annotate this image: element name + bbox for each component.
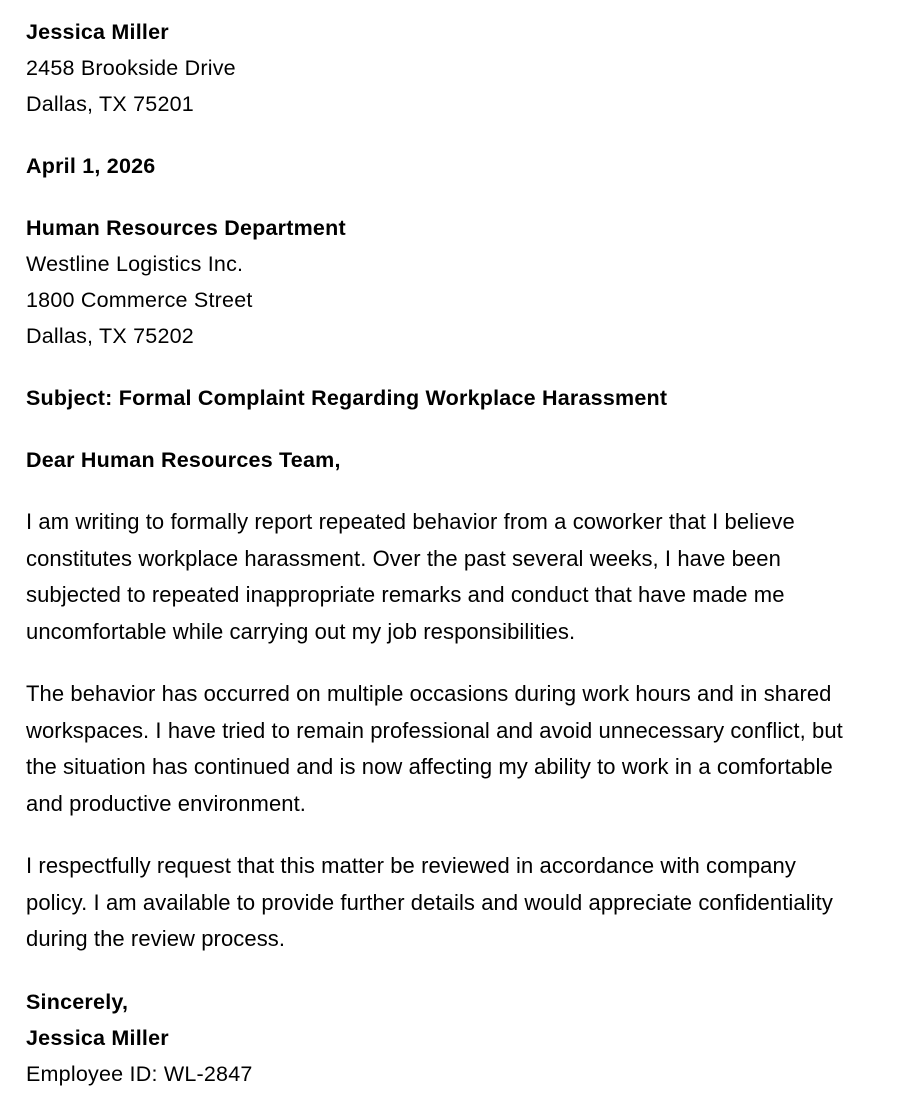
body-paragraph: I am writing to formally report repeated behavior from a coworker that I believe constitutes workplace harassment. Over the past several weeks, I have been subjected to repeated inappropriate remarks and conduct that have made me uncomfortable while carrying out my job responsibilities. xyxy=(26,509,795,644)
sender-city-state-zip: Dallas, TX 75201 xyxy=(26,92,194,116)
recipient-address-block xyxy=(26,210,858,354)
subject-line: Subject: Formal Complaint Regarding Workplace Harassment xyxy=(26,386,668,410)
valediction: Sincerely, xyxy=(26,989,129,1014)
recipient-department: Human Resources Department xyxy=(26,216,346,240)
letter-date: April 1, 2026 xyxy=(26,154,156,178)
recipient-street: 1800 Commerce Street xyxy=(26,288,253,312)
body-paragraph: I respectfully request that this matter be reviewed in accordance with company policy. I am available to provide further details and would appreciate confidentiality during the review process. xyxy=(26,853,833,951)
sender-address-block xyxy=(26,14,858,122)
recipient-city-state-zip: Dallas, TX 75202 xyxy=(26,324,194,348)
body-paragraph: The behavior has occurred on multiple occasions during work hours and in shared workspaces. I have tried to remain professional and avoid unnecessary conflict, but the situation has continued and is now affecting my ability to work in a comfortable and productive environment. xyxy=(26,681,843,816)
letter-body xyxy=(26,14,858,1092)
signature-block xyxy=(26,984,858,1092)
signature-name: Jessica Miller xyxy=(26,1025,169,1050)
salutation: Dear Human Resources Team, xyxy=(26,448,341,472)
sender-street: 2458 Brookside Drive xyxy=(26,56,236,80)
employee-id: Employee ID: WL-2847 xyxy=(26,1061,253,1086)
recipient-company: Westline Logistics Inc. xyxy=(26,252,244,276)
sender-name: Jessica Miller xyxy=(26,20,169,44)
